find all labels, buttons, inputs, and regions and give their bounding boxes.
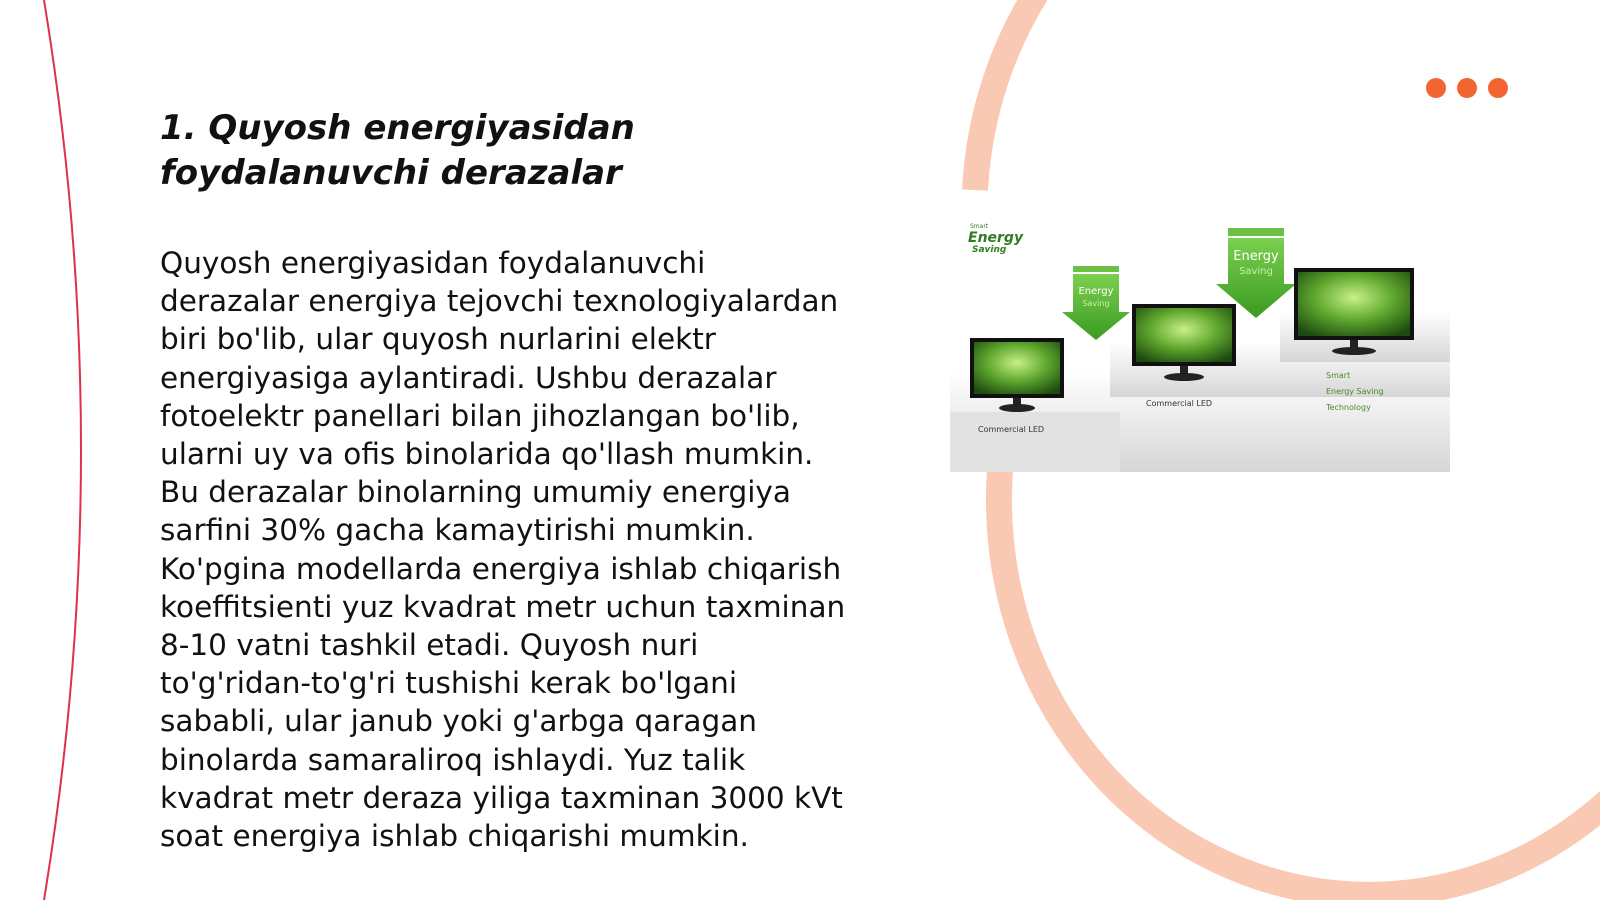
step3-line1: Smart (1326, 371, 1351, 380)
step3-line3: Technology (1326, 403, 1371, 412)
step2-label: Commercial LED (1146, 399, 1213, 408)
step1-label: Commercial LED (978, 425, 1045, 434)
svg-text:Energy: Energy (1233, 249, 1279, 264)
slide-body-text: Quyosh energiyasidan foydalanuvchi derazalar energiya tejovchi texnologiyalardan biri bo'lib, ular quyosh nurlarini elektr energiyasiga aylantiradi. Ushbu derazalar fotoelektr panellari bilan jihozlangan bo'lib, ularni uy va ofis binolarida qo'llash mumkin. Bu derazalar binolarning umumiy energiya sarfini 30% gacha kamaytirishi mumkin. Ko'pgina modellarda energiya ishlab chiqarish koeffitsienti yuz kvadrat metr uchun taxminan 8-10 vatni tashkil etadi. Quyosh nuri to'g'ridan-to'g'ri tushishi kerak bo'lgani sababli, ular janub yoki g'arbga qaragan binolarda samaraliroq ishlaydi. Yuz talik kvadrat metr deraza yiliga taxminan 3000 kVt soat energiya ishlab chiqarishi mumkin. (160, 246, 846, 854)
step3-line2: Energy Saving (1326, 387, 1384, 396)
svg-text:Saving: Saving (1082, 299, 1110, 308)
svg-text:Saving: Saving (1239, 266, 1273, 277)
logo-sub: Saving (972, 245, 1007, 255)
menu-dots-icon[interactable] (1426, 78, 1508, 98)
energy-saving-illustration (950, 222, 1450, 472)
slide-title: 1. Quyosh energiyasidan foydalanuvchi derazalar (160, 108, 635, 193)
dot (1488, 78, 1508, 98)
dot (1457, 78, 1477, 98)
logo-main: Energy (968, 230, 1024, 246)
dot (1426, 78, 1446, 98)
logo-small: Smart (970, 223, 989, 230)
svg-text:Energy: Energy (1078, 286, 1114, 297)
left-decorative-arc (0, 0, 120, 900)
